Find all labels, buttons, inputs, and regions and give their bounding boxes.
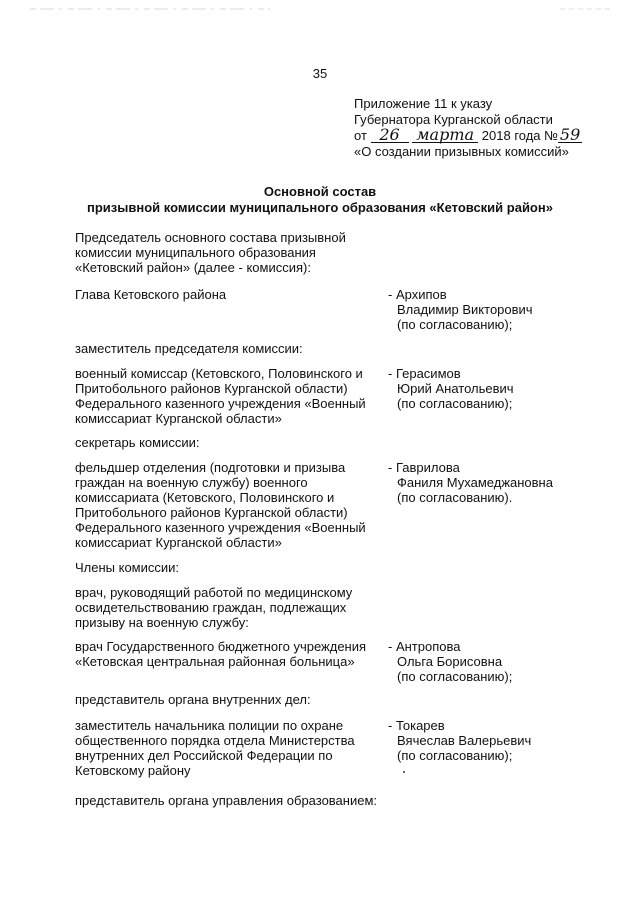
appendix-line-1: Приложение 11 к указу (354, 96, 493, 111)
text-line: Председатель основного состава призывной (75, 230, 346, 245)
handwritten-decree-number: 59 (559, 125, 581, 144)
handwritten-month: марта (412, 128, 478, 143)
first-names: Владимир Викторович (397, 302, 533, 317)
appendix-header (354, 96, 624, 160)
text-line: врач, руководящий работой по медицинскому (75, 585, 353, 600)
date-year: 2018 года № (481, 128, 559, 143)
handwritten-day: 26 (371, 128, 409, 143)
first-names: Ольга Борисовна (397, 654, 503, 669)
agreement-note: (по согласованию); (397, 748, 513, 763)
surname: - Антропова (388, 639, 461, 654)
agreement-note: (по согласованию); (397, 317, 513, 332)
surname: - Архипов (388, 287, 447, 302)
doctor-name (388, 639, 608, 684)
text-line: комиссариат Курганской области» (75, 535, 282, 550)
first-names: Вячеслав Валерьевич (397, 733, 532, 748)
deputy-name (388, 366, 608, 411)
document-title (0, 184, 640, 216)
secretary-name (388, 460, 608, 505)
text-line: комиссариата (Кетовского, Половинского и (75, 490, 335, 505)
scan-artifact (30, 6, 610, 12)
text-line: общественного порядка отдела Министерства (75, 733, 355, 748)
text-line: Кетовскому району (75, 763, 191, 778)
first-names: Фаниля Мухамеджановна (397, 475, 553, 490)
page-number: 35 (312, 66, 328, 81)
appendix-line-2: Губернатора Курганской области (354, 112, 553, 127)
education-heading: представитель органа управления образованием: (75, 793, 378, 808)
text-line: Притобольного районов Курганской области) (75, 505, 348, 520)
title-line-2: призывной комиссии муниципального образования «Кетовский район» (87, 200, 553, 215)
doctor-position (75, 639, 380, 669)
police-name (388, 718, 608, 763)
appendix-date-line (354, 125, 624, 144)
chair-name (388, 287, 608, 332)
text-line: освидетельствованию граждан, подлежащих (75, 600, 347, 615)
text-line: Притобольного районов Курганской области) (75, 381, 348, 396)
agreement-note: (по согласованию). (397, 490, 513, 505)
date-prefix: от (354, 128, 367, 143)
text-line: граждан на военную службу) военного (75, 475, 308, 490)
text-line: Глава Кетовского района (75, 287, 227, 302)
secretary-position (75, 460, 380, 550)
deputy-position (75, 366, 380, 426)
text-line: врач Государственного бюджетного учреждения (75, 639, 367, 654)
doctor-heading (75, 585, 380, 630)
text-line: комиссии муниципального образования (75, 245, 316, 260)
text-line: призыву на военную службу: (75, 615, 249, 630)
text-line: внутренних дел Российской Федерации по (75, 748, 333, 763)
text-line: Федерального казенного учреждения «Военный (75, 520, 366, 535)
chair-position (75, 287, 380, 302)
text-line: Федерального казенного учреждения «Военный (75, 396, 366, 411)
agreement-note: (по согласованию); (397, 669, 513, 684)
first-names: Юрий Анатольевич (397, 381, 514, 396)
surname: - Герасимов (388, 366, 461, 381)
text-line: фельдшер отделения (подготовки и призыва (75, 460, 346, 475)
agreement-note: (по согласованию); (397, 396, 513, 411)
secretary-heading: секретарь комиссии: (75, 435, 200, 450)
title-line-1: Основной состав (263, 184, 377, 199)
scan-speck (403, 771, 405, 773)
police-position (75, 718, 380, 778)
text-line: комиссариат Курганской области» (75, 411, 282, 426)
text-line: военный комиссар (Кетовского, Половинского и (75, 366, 363, 381)
text-line: «Кетовская центральная районная больница» (75, 654, 355, 669)
police-heading: представитель органа внутренних дел: (75, 692, 311, 707)
deputy-heading: заместитель председателя комиссии: (75, 341, 303, 356)
text-line: «Кетовский район» (далее - комиссия): (75, 260, 311, 275)
surname: - Токарев (388, 718, 445, 733)
surname: - Гаврилова (388, 460, 460, 475)
appendix-line-4: «О создании призывных комиссий» (354, 144, 569, 159)
text-line: заместитель начальника полиции по охране (75, 718, 344, 733)
members-heading: Члены комиссии: (75, 560, 180, 575)
intro-paragraph (75, 230, 380, 275)
